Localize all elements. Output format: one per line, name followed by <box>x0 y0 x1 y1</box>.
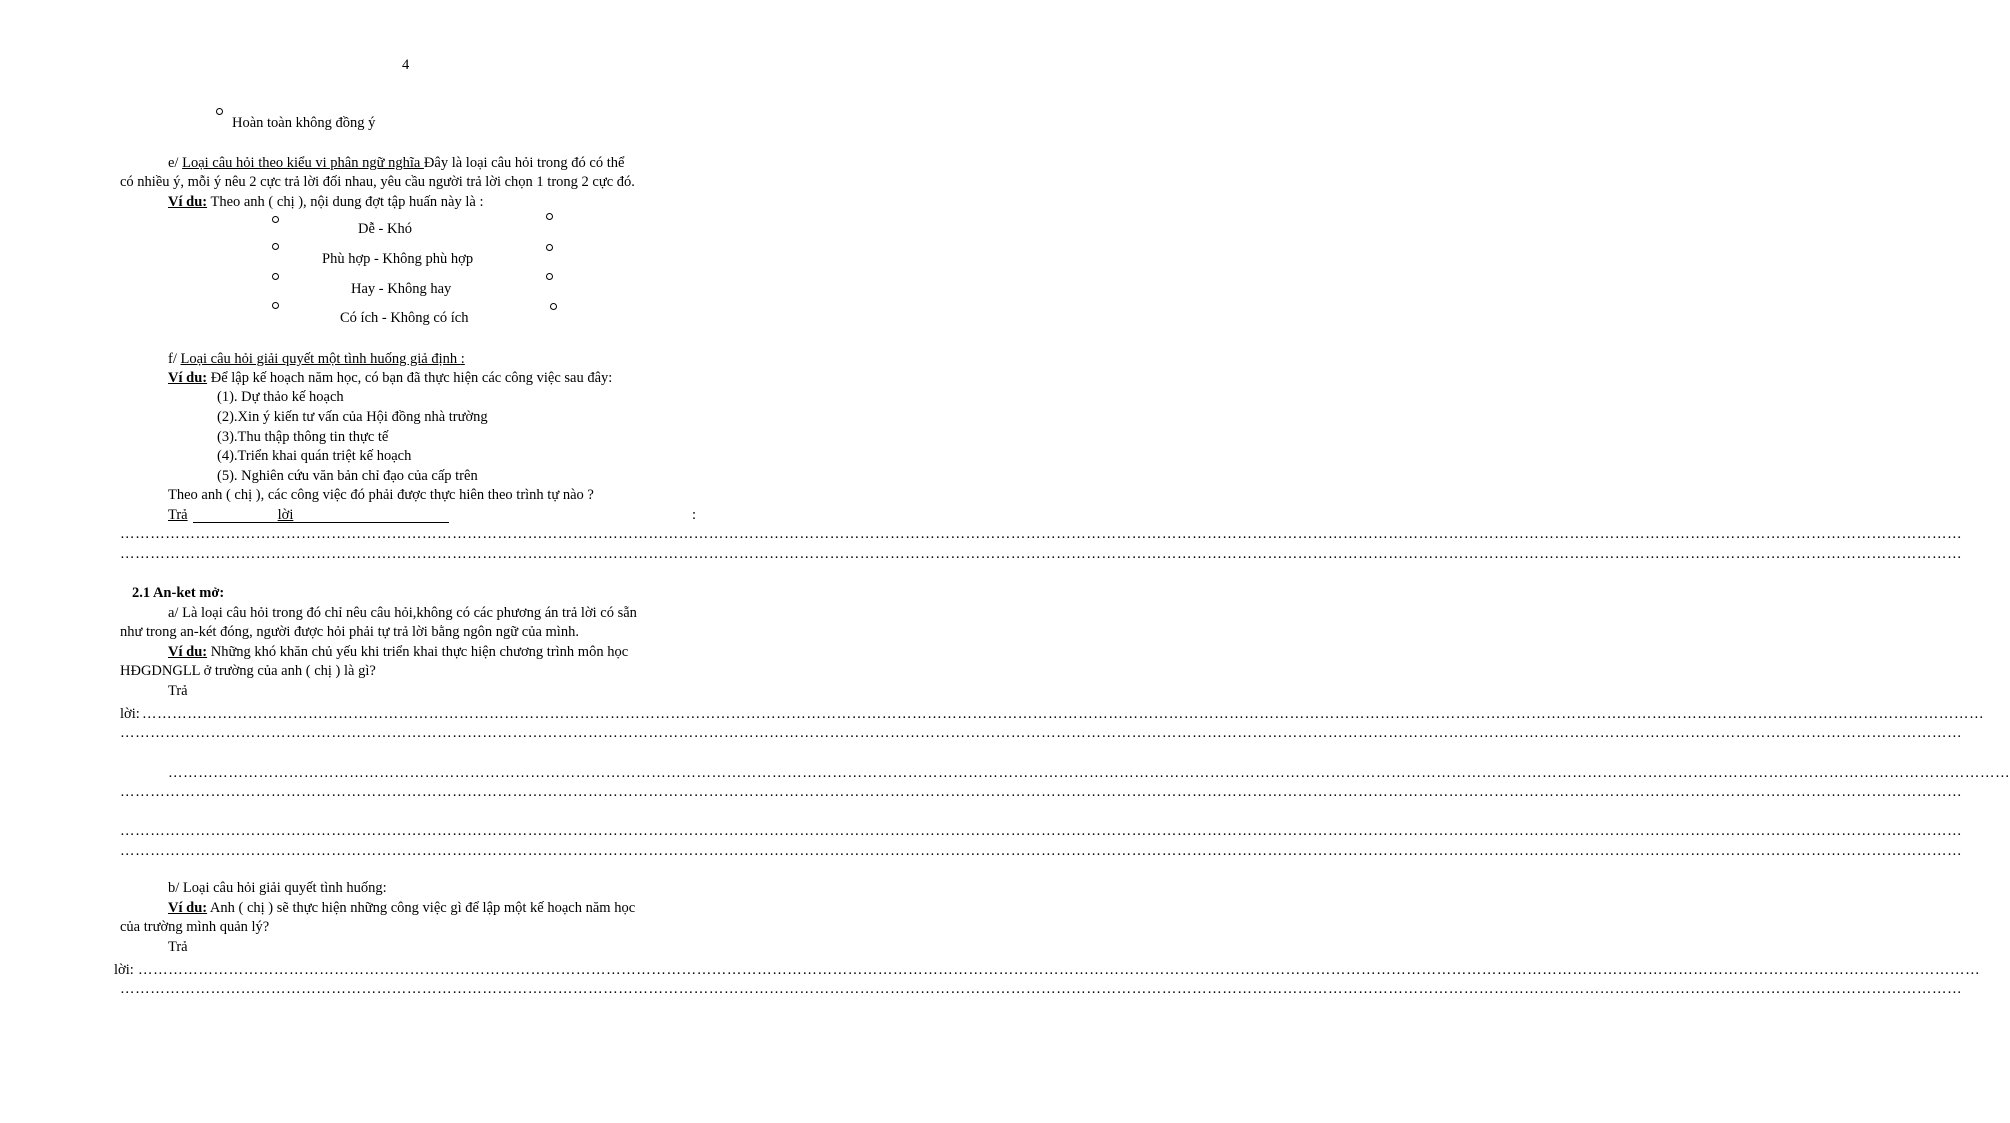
radio-circle-icon[interactable] <box>546 213 553 220</box>
example-text: Theo anh ( chị ), nội dung đợt tập huấn này là : <box>207 194 484 210</box>
pair-1: Dễ - Khó <box>358 221 412 237</box>
example-label: Ví du: <box>168 194 208 210</box>
section-e-example <box>168 193 484 211</box>
section-21-heading: 2.1 An-ket mở: <box>132 585 225 601</box>
section-21-example <box>168 643 628 661</box>
answer-dots-a5[interactable]: …………………………………………………………………………………………………………………………………………………………………………………………………………………………………………………………………………………………………………………………………… <box>120 823 1963 839</box>
section-e-title: Loại câu hỏi theo kiểu vi phân ngữ nghĩa <box>182 155 424 171</box>
task-item-4: (4).Triển khai quán triệt kế hoạch <box>217 448 412 464</box>
radio-circle-icon[interactable] <box>272 273 279 280</box>
answer-dots-a4[interactable]: …………………………………………………………………………………………………………………………………………………………………………………………………………………………………………………………………………………………………………………………………… <box>120 784 1963 800</box>
answer-word-loi: lời <box>277 507 294 523</box>
answer-word-tra: Trả <box>168 939 188 955</box>
radio-circle-icon[interactable] <box>546 273 553 280</box>
task-item-5: (5). Nghiên cứu văn bản chỉ đạo của cấp trên <box>217 468 478 484</box>
example-label: Ví du: <box>168 644 208 660</box>
page-number: 4 <box>402 57 410 73</box>
section-f-example <box>168 369 612 387</box>
section-f-label: f/ <box>168 351 181 367</box>
radio-circle-icon[interactable] <box>272 302 279 309</box>
section-21-a-line2: như trong an-két đóng, người được hỏi phải tự trả lời bằng ngôn ngữ của mình. <box>120 624 579 640</box>
task-item-3: (3).Thu thập thông tin thực tế <box>217 429 389 445</box>
example-label: Ví du: <box>168 900 208 916</box>
answer-dots-a3[interactable]: …………………………………………………………………………………………………………………………………………………………………………………………………………………………………………………………………………………………………………………………………… <box>168 765 2010 781</box>
task-item-1: (1). Dự thảo kế hoạch <box>217 389 344 405</box>
example-text: Anh ( chị ) sẽ thực hiện những công việc gì để lập một kế hoạch năm học <box>207 900 636 916</box>
radio-circle-icon[interactable] <box>216 108 223 115</box>
answer-word-tra: Trả <box>168 507 188 523</box>
pair-3: Hay - Không hay <box>351 281 452 297</box>
section-21-example-line2: HĐGDNGLL ở trường của anh ( chị ) là gì? <box>120 663 376 679</box>
answer-dots-f2[interactable]: …………………………………………………………………………………………………………………………………………………………………………………………………………………………………………………………………………………………………………………………………… <box>120 546 1963 562</box>
pair-4: Có ích - Không có ích <box>340 310 469 326</box>
section-b-line: b/ Loại câu hỏi giải quyết tình huống: <box>168 880 387 896</box>
answer-label-loi: lời: <box>114 962 134 978</box>
answer-dots-a2[interactable]: …………………………………………………………………………………………………………………………………………………………………………………………………………………………………………………………………………………………………………………………………… <box>120 725 1963 741</box>
pair-2: Phù hợp - Không phù hợp <box>322 251 474 267</box>
section-21-a-line1: a/ Là loại câu hỏi trong đó chỉ nêu câu hỏi,không có các phương án trả lời có sẵn <box>168 605 637 621</box>
answer-colon: : <box>691 507 696 523</box>
answer-dots-f1[interactable]: …………………………………………………………………………………………………………………………………………………………………………………………………………………………………………………………………………………………………………………………………… <box>120 526 1963 542</box>
example-text: Những khó khăn chủ yếu khi triển khai thực hiện chương trình môn học <box>207 644 629 660</box>
task-item-2: (2).Xin ý kiến tư vấn của Hội đồng nhà trường <box>217 409 488 425</box>
section-f-question: Theo anh ( chị ), các công việc đó phải được thực hiên theo trình tự nào ? <box>168 487 594 503</box>
answer-dots-b1[interactable]: …………………………………………………………………………………………………………………………………………………………………………………………………………………………………………………………………………………………………………………………………… <box>138 962 1981 978</box>
section-e-line1 <box>168 154 624 172</box>
section-b-example-line2: của trường mình quản lý? <box>120 919 270 935</box>
answer-dots-a6[interactable]: …………………………………………………………………………………………………………………………………………………………………………………………………………………………………………………………………………………………………………………………………… <box>120 843 1963 859</box>
section-e-label: e/ <box>168 155 183 171</box>
example-text: Để lập kế hoạch năm học, có bạn đã thực hiện các công việc sau đây: <box>207 370 613 386</box>
section-f-title-line <box>168 350 465 368</box>
section-e-line2: có nhiều ý, mỗi ý nêu 2 cực trả lời đối nhau, yêu cầu người trả lời chọn 1 trong 2 cực đó. <box>120 174 635 190</box>
answer-underline <box>193 522 449 523</box>
option-disagree: Hoàn toàn không đồng ý <box>232 115 376 131</box>
section-b-example <box>168 899 635 917</box>
answer-dots-a1[interactable]: …………………………………………………………………………………………………………………………………………………………………………………………………………………………………………………………………………………………………………………………………… <box>142 706 1985 722</box>
radio-circle-icon[interactable] <box>272 216 279 223</box>
radio-circle-icon[interactable] <box>550 303 557 310</box>
example-label: Ví du: <box>168 370 208 386</box>
section-f-title: Loại câu hỏi giải quyết một tình huống giả định <box>180 351 461 367</box>
answer-dots-b2[interactable]: …………………………………………………………………………………………………………………………………………………………………………………………………………………………………………………………………………………………………………………………………… <box>120 981 1963 997</box>
radio-circle-icon[interactable] <box>546 244 553 251</box>
answer-word-tra: Trả <box>168 683 188 699</box>
answer-label-loi: lời: <box>120 706 140 722</box>
section-e-line1-rest: Đây là loại câu hỏi trong đó có thể <box>423 155 625 171</box>
radio-circle-icon[interactable] <box>272 243 279 250</box>
section-f-title-end: : <box>460 351 465 367</box>
